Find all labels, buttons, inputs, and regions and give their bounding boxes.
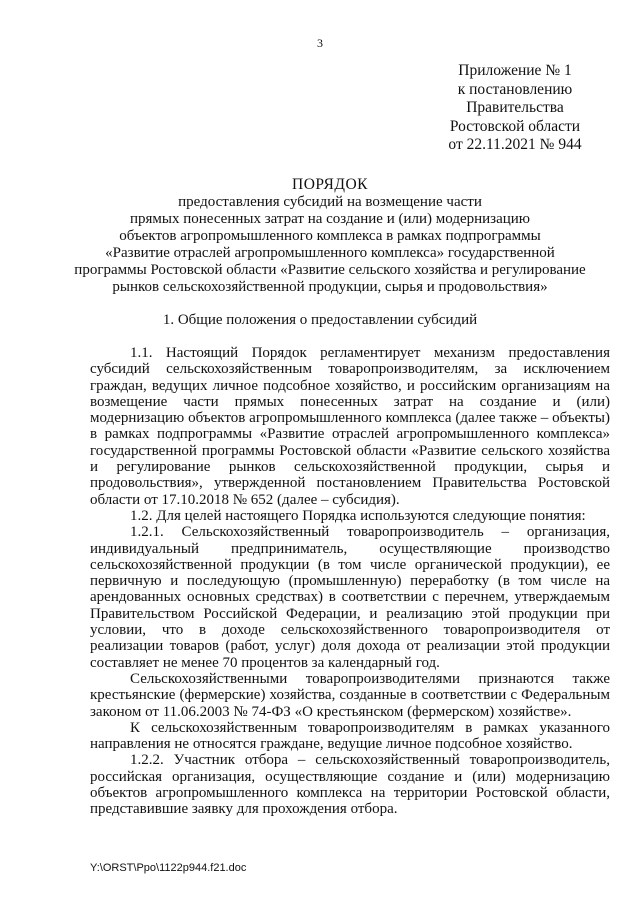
paragraph-1-1: 1.1. Настоящий Порядок регламентирует механизм предоставления субсидий сельскохозяйственным товаропроизводителям, за исключением граждан, ведущих личное подсобное хозяйство, и российским организациям на возмещение части прямых понесенных затрат на создание и (или) модернизацию объектов агропромышленного комплекса (далее также – объекты) в рамках подпрограммы «Развитие отраслей агропромышленного комплекса» государственной программы Ростовской области «Развитие сельского хозяйства и регулирование рынков сельскохозяйственной продукции, сырья и продовольствия», утвержденной постановлением Правительства Ростовской области от 17.10.2018 № 652 (далее – субсидия). xyxy=(90,345,610,508)
page-number: 3 xyxy=(317,36,323,50)
title-line: объектов агропромышленного комплекса в рамках подпрограммы xyxy=(119,228,541,244)
title-line: предоставления субсидий на возмещение части xyxy=(178,194,482,210)
body-text xyxy=(90,345,610,818)
title-line: программы Ростовской области «Развитие сельского хозяйства и регулирование xyxy=(74,262,586,278)
appendix-line: от 22.11.2021 № 944 xyxy=(448,136,582,153)
appendix-line: Правительства xyxy=(466,99,564,116)
paragraph-exclusion: К сельскохозяйственным товаропроизводителям в рамках указанного направления не относятся граждане, ведущие личное подсобное хозяйство. xyxy=(90,719,610,753)
title-line: прямых понесенных затрат на создание и (или) модернизацию xyxy=(129,211,531,227)
title-line: «Развитие отраслей агропромышленного комплекса» государственной xyxy=(105,245,555,261)
appendix-line: Приложение № 1 xyxy=(458,62,572,79)
appendix-block xyxy=(430,62,600,155)
footer-file-path: Y:\ORST\Ppo\1122p944.f21.doc xyxy=(90,862,247,874)
paragraph-1-2-1: 1.2.1. Сельскохозяйственный товаропроизводитель – организация, индивидуальный предприниматель, осуществляющие производство сельскохозяйственной продукции (в том числе органической продукции), ее первичную и последующую (промышленную) переработку (в том числе на арендованных основных средствах) в соответствии с перечнем, утверждаемым Правительством Российской Федерации, и реализацию этой продукции при условии, что в доходе сельскохозяйственного товаропроизводителя от реализации товаров (работ, услуг) доля дохода от реализации этой продукции составляет не менее 70 процентов за календарный год. xyxy=(90,524,610,671)
document-title-block xyxy=(70,176,590,296)
paragraph-farms: Сельскохозяйственными товаропроизводителями признаются также крестьянские (фермерские) хозяйства, созданные в соответствии с Федеральным законом от 11.06.2003 № 74-ФЗ «О крестьянском (фермерском) хозяйстве». xyxy=(90,670,610,720)
appendix-line: к постановлению xyxy=(457,80,573,98)
document-title: ПОРЯДОК xyxy=(292,176,368,193)
paragraph-1-2: 1.2. Для целей настоящего Порядка используются следующие понятия: xyxy=(130,507,586,524)
appendix-line: Ростовской области xyxy=(449,117,581,135)
section-heading: 1. Общие положения о предоставлении субсидий xyxy=(162,312,478,328)
title-line: рынков сельскохозяйственной продукции, сырья и продовольствия» xyxy=(112,279,548,295)
paragraph-1-2-2: 1.2.2. Участник отбора – сельскохозяйственный товаропроизводитель, российская организация, осуществляющие создание и (или) модернизацию объектов агропромышленного комплекса на территории Ростовской области, представившие заявку для прохождения отбора. xyxy=(90,752,610,818)
